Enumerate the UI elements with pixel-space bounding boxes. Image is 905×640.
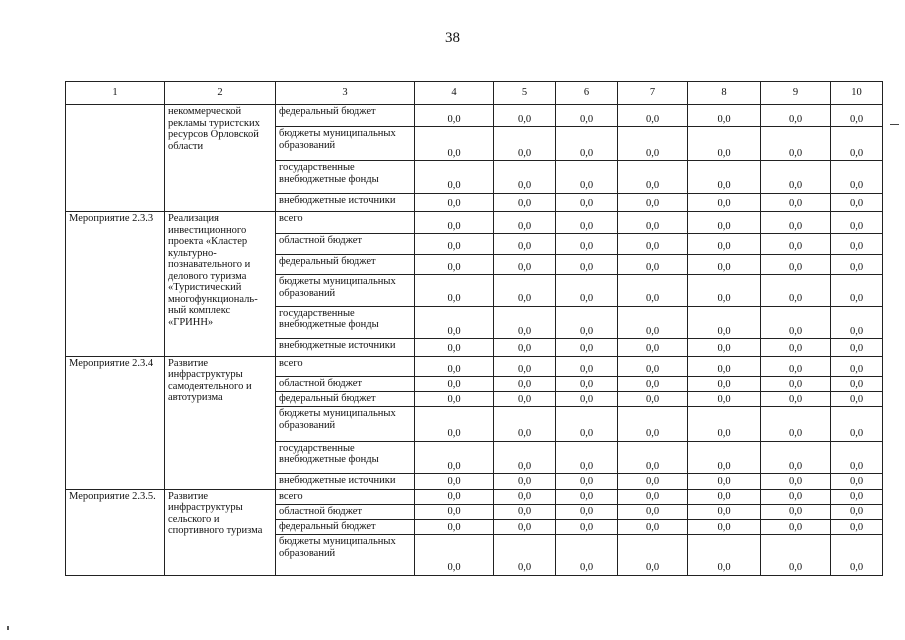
value-cell: 0,0 — [761, 306, 831, 339]
value-cell: 0,0 — [415, 275, 494, 307]
funding-source-cell: областной бюджет — [276, 377, 415, 392]
value-cell: 0,0 — [618, 193, 688, 211]
funding-source-cell: областной бюджет — [276, 504, 415, 519]
value-cell: 0,0 — [688, 105, 761, 127]
table-row — [66, 356, 883, 376]
value-cell: 0,0 — [618, 474, 688, 489]
value-cell: 0,0 — [556, 441, 618, 474]
value-cell: 0,0 — [618, 234, 688, 254]
value-cell: 0,0 — [688, 234, 761, 254]
value-cell: 0,0 — [761, 275, 831, 307]
value-cell: 0,0 — [831, 275, 883, 307]
event-code-cell — [66, 105, 165, 212]
funding-source-cell: внебюджетные источники — [276, 474, 415, 489]
value-cell: 0,0 — [831, 377, 883, 392]
value-cell: 0,0 — [761, 489, 831, 504]
funding-source-cell: бюджеты муниципальных образований — [276, 535, 415, 576]
value-cell: 0,0 — [761, 105, 831, 127]
value-cell: 0,0 — [688, 519, 761, 534]
value-cell: 0,0 — [618, 306, 688, 339]
header-col-1: 1 — [66, 82, 165, 105]
value-cell: 0,0 — [688, 161, 761, 194]
value-cell: 0,0 — [415, 193, 494, 211]
value-cell: 0,0 — [618, 105, 688, 127]
value-cell: 0,0 — [761, 474, 831, 489]
value-cell: 0,0 — [415, 377, 494, 392]
value-cell: 0,0 — [415, 356, 494, 376]
funding-source-cell: государственные внебюджетные фонды — [276, 306, 415, 339]
funding-source-cell: внебюджетные источники — [276, 193, 415, 211]
value-cell: 0,0 — [688, 441, 761, 474]
value-cell: 0,0 — [494, 441, 556, 474]
value-cell: 0,0 — [831, 234, 883, 254]
header-col-10: 10 — [831, 82, 883, 105]
value-cell: 0,0 — [494, 474, 556, 489]
value-cell: 0,0 — [494, 407, 556, 442]
value-cell: 0,0 — [831, 441, 883, 474]
header-col-7: 7 — [618, 82, 688, 105]
value-cell: 0,0 — [831, 504, 883, 519]
value-cell: 0,0 — [494, 212, 556, 234]
value-cell: 0,0 — [618, 535, 688, 576]
event-name-cell: Развитие инфраструктуры сельского и спортивного туризма — [165, 489, 276, 575]
event-code-cell: Мероприятие 2.3.4 — [66, 356, 165, 489]
value-cell: 0,0 — [556, 356, 618, 376]
table-row — [66, 105, 883, 127]
table-row — [66, 212, 883, 234]
header-col-3: 3 — [276, 82, 415, 105]
value-cell: 0,0 — [494, 535, 556, 576]
value-cell: 0,0 — [618, 212, 688, 234]
value-cell: 0,0 — [494, 254, 556, 274]
value-cell: 0,0 — [415, 489, 494, 504]
value-cell: 0,0 — [618, 275, 688, 307]
value-cell: 0,0 — [415, 407, 494, 442]
value-cell: 0,0 — [556, 193, 618, 211]
value-cell: 0,0 — [761, 339, 831, 356]
value-cell: 0,0 — [494, 392, 556, 407]
value-cell: 0,0 — [688, 212, 761, 234]
value-cell: 0,0 — [618, 441, 688, 474]
value-cell: 0,0 — [688, 254, 761, 274]
header-row — [66, 82, 883, 105]
value-cell: 0,0 — [415, 306, 494, 339]
funding-source-cell: бюджеты муниципальных образований — [276, 127, 415, 161]
value-cell: 0,0 — [831, 356, 883, 376]
value-cell: 0,0 — [556, 489, 618, 504]
table-body — [66, 105, 883, 576]
funding-source-cell: бюджеты муниципальных образований — [276, 275, 415, 307]
header-col-8: 8 — [688, 82, 761, 105]
value-cell: 0,0 — [688, 392, 761, 407]
value-cell: 0,0 — [831, 489, 883, 504]
value-cell: 0,0 — [494, 105, 556, 127]
value-cell: 0,0 — [556, 161, 618, 194]
value-cell: 0,0 — [831, 306, 883, 339]
value-cell: 0,0 — [688, 504, 761, 519]
value-cell: 0,0 — [415, 339, 494, 356]
value-cell: 0,0 — [761, 407, 831, 442]
value-cell: 0,0 — [415, 127, 494, 161]
value-cell: 0,0 — [556, 105, 618, 127]
value-cell: 0,0 — [831, 392, 883, 407]
value-cell: 0,0 — [556, 275, 618, 307]
value-cell: 0,0 — [618, 339, 688, 356]
value-cell: 0,0 — [556, 392, 618, 407]
scan-speck — [7, 626, 9, 630]
budget-table — [65, 81, 883, 576]
value-cell: 0,0 — [556, 377, 618, 392]
value-cell: 0,0 — [761, 504, 831, 519]
event-name-cell: Реализация инвестиционного проекта «Кластер культурно-познавательного и делового туризма «Туристический многофункциональ-ный комплекс «ГРИНН» — [165, 212, 276, 357]
value-cell: 0,0 — [688, 275, 761, 307]
value-cell: 0,0 — [688, 339, 761, 356]
value-cell: 0,0 — [415, 105, 494, 127]
value-cell: 0,0 — [618, 127, 688, 161]
value-cell: 0,0 — [831, 161, 883, 194]
value-cell: 0,0 — [494, 356, 556, 376]
value-cell: 0,0 — [831, 127, 883, 161]
funding-source-cell: внебюджетные источники — [276, 339, 415, 356]
value-cell: 0,0 — [494, 306, 556, 339]
value-cell: 0,0 — [688, 407, 761, 442]
value-cell: 0,0 — [831, 474, 883, 489]
funding-source-cell: всего — [276, 212, 415, 234]
value-cell: 0,0 — [415, 535, 494, 576]
value-cell: 0,0 — [761, 234, 831, 254]
header-col-6: 6 — [556, 82, 618, 105]
value-cell: 0,0 — [831, 339, 883, 356]
value-cell: 0,0 — [831, 193, 883, 211]
value-cell: 0,0 — [688, 193, 761, 211]
header-col-5: 5 — [494, 82, 556, 105]
value-cell: 0,0 — [761, 127, 831, 161]
value-cell: 0,0 — [761, 193, 831, 211]
value-cell: 0,0 — [831, 105, 883, 127]
funding-source-cell: всего — [276, 489, 415, 504]
value-cell: 0,0 — [556, 519, 618, 534]
page-number: 38 — [445, 30, 460, 46]
funding-source-cell: федеральный бюджет — [276, 254, 415, 274]
value-cell: 0,0 — [761, 392, 831, 407]
value-cell: 0,0 — [761, 161, 831, 194]
header-col-2: 2 — [165, 82, 276, 105]
value-cell: 0,0 — [494, 234, 556, 254]
value-cell: 0,0 — [556, 234, 618, 254]
value-cell: 0,0 — [688, 356, 761, 376]
value-cell: 0,0 — [831, 212, 883, 234]
funding-source-cell: государственные внебюджетные фонды — [276, 161, 415, 194]
value-cell: 0,0 — [618, 519, 688, 534]
value-cell: 0,0 — [415, 212, 494, 234]
value-cell: 0,0 — [831, 535, 883, 576]
value-cell: 0,0 — [556, 254, 618, 274]
value-cell: 0,0 — [761, 441, 831, 474]
value-cell: 0,0 — [688, 306, 761, 339]
value-cell: 0,0 — [831, 407, 883, 442]
value-cell: 0,0 — [556, 306, 618, 339]
value-cell: 0,0 — [831, 519, 883, 534]
value-cell: 0,0 — [618, 161, 688, 194]
margin-mark — [890, 124, 899, 125]
value-cell: 0,0 — [761, 212, 831, 234]
value-cell: 0,0 — [494, 519, 556, 534]
value-cell: 0,0 — [618, 377, 688, 392]
value-cell: 0,0 — [494, 161, 556, 194]
value-cell: 0,0 — [688, 377, 761, 392]
value-cell: 0,0 — [415, 392, 494, 407]
value-cell: 0,0 — [494, 127, 556, 161]
value-cell: 0,0 — [494, 377, 556, 392]
table-row — [66, 489, 883, 504]
funding-source-cell: федеральный бюджет — [276, 105, 415, 127]
event-name-cell: Развитие инфраструктуры самодеятельного и автотуризма — [165, 356, 276, 489]
value-cell: 0,0 — [494, 489, 556, 504]
value-cell: 0,0 — [556, 474, 618, 489]
funding-source-cell: федеральный бюджет — [276, 519, 415, 534]
value-cell: 0,0 — [761, 356, 831, 376]
value-cell: 0,0 — [494, 193, 556, 211]
value-cell: 0,0 — [494, 275, 556, 307]
event-code-cell: Мероприятие 2.3.3 — [66, 212, 165, 357]
value-cell: 0,0 — [761, 254, 831, 274]
value-cell: 0,0 — [831, 254, 883, 274]
value-cell: 0,0 — [415, 161, 494, 194]
value-cell: 0,0 — [618, 356, 688, 376]
event-name-cell: некоммерческой рекламы туристских ресурсов Орловской области — [165, 105, 276, 212]
value-cell: 0,0 — [556, 504, 618, 519]
value-cell: 0,0 — [556, 212, 618, 234]
funding-source-cell: областной бюджет — [276, 234, 415, 254]
value-cell: 0,0 — [618, 407, 688, 442]
value-cell: 0,0 — [415, 234, 494, 254]
value-cell: 0,0 — [415, 519, 494, 534]
header-col-9: 9 — [761, 82, 831, 105]
value-cell: 0,0 — [415, 474, 494, 489]
value-cell: 0,0 — [415, 254, 494, 274]
value-cell: 0,0 — [761, 535, 831, 576]
value-cell: 0,0 — [556, 535, 618, 576]
value-cell: 0,0 — [688, 474, 761, 489]
funding-source-cell: бюджеты муниципальных образований — [276, 407, 415, 442]
value-cell: 0,0 — [494, 339, 556, 356]
value-cell: 0,0 — [761, 377, 831, 392]
value-cell: 0,0 — [556, 127, 618, 161]
header-col-4: 4 — [415, 82, 494, 105]
value-cell: 0,0 — [761, 519, 831, 534]
value-cell: 0,0 — [556, 407, 618, 442]
value-cell: 0,0 — [415, 504, 494, 519]
value-cell: 0,0 — [618, 392, 688, 407]
value-cell: 0,0 — [618, 254, 688, 274]
value-cell: 0,0 — [688, 127, 761, 161]
value-cell: 0,0 — [556, 339, 618, 356]
value-cell: 0,0 — [688, 489, 761, 504]
funding-source-cell: государственные внебюджетные фонды — [276, 441, 415, 474]
funding-source-cell: федеральный бюджет — [276, 392, 415, 407]
event-code-cell: Мероприятие 2.3.5. — [66, 489, 165, 575]
value-cell: 0,0 — [618, 489, 688, 504]
value-cell: 0,0 — [494, 504, 556, 519]
value-cell: 0,0 — [618, 504, 688, 519]
value-cell: 0,0 — [688, 535, 761, 576]
funding-source-cell: всего — [276, 356, 415, 376]
value-cell: 0,0 — [415, 441, 494, 474]
